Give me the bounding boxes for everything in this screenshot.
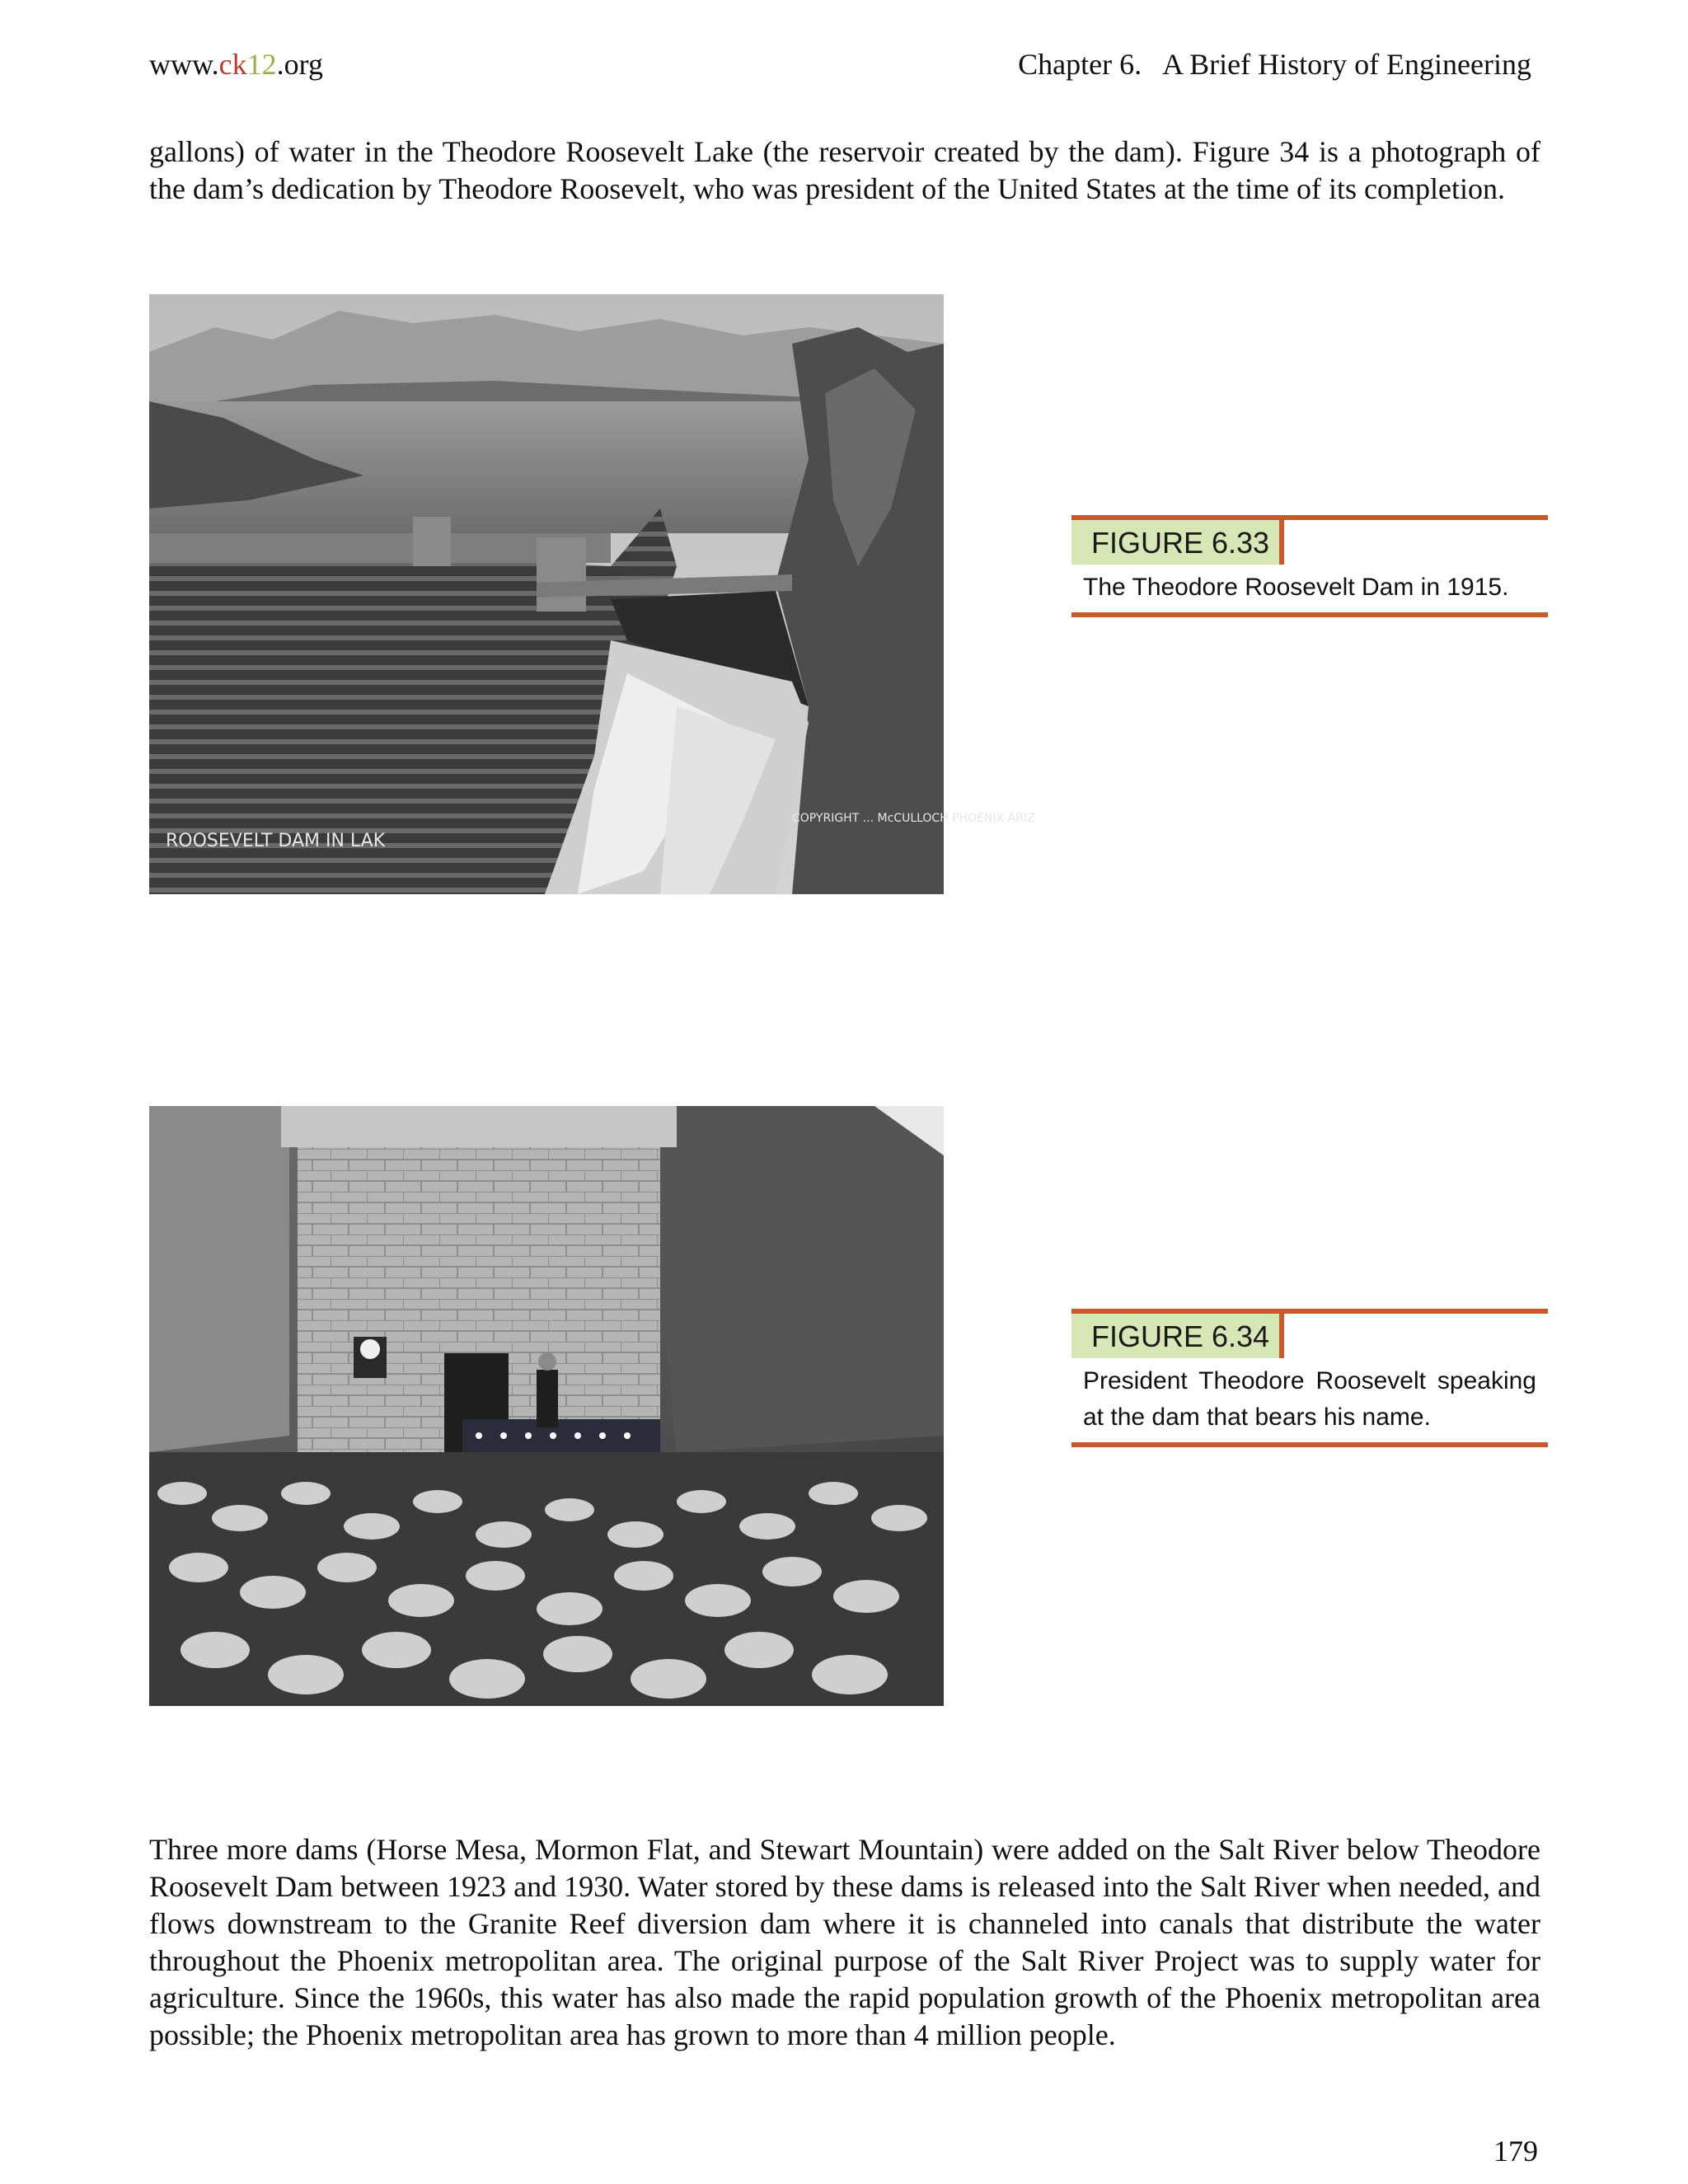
site-suffix: .org [276,48,323,81]
figure-caption-text: The Theodore Roosevelt Dam in 1915. [1083,574,1509,601]
photo-inscription-right: COPYRIGHT ... McCULLOCH PHOENIX ARIZ [792,812,1035,825]
page-number: 179 [1493,2135,1538,2168]
site-ck: ck [218,48,247,81]
photo-inscription-left: ROOSEVELT DAM IN LAK [166,831,386,851]
figure-label: FIGURE 6.34 [1071,1314,1284,1358]
site-prefix: www. [149,48,219,81]
figure-caption-text: President Theodore Roosevelt speaking at the dam that bears his name. [1083,1367,1536,1431]
figure-label: FIGURE 6.33 [1071,520,1284,565]
figure-6-33-caption [1071,515,1548,617]
figure-6-34-caption [1071,1309,1548,1447]
dedication-photo [149,1106,944,1706]
site-url[interactable] [149,46,323,82]
intro-paragraph: gallons) of water in the Theodore Roosevelt Lake (the reservoir created by the dam). Figure 34 is a photograph of the dam’s dedication by Theodore Roosevelt, who was president of the United States at the time of its completion. [149,135,1540,205]
site-12: 12 [246,48,277,81]
dam-photo [149,294,1035,894]
closing-paragraph: Three more dams (Horse Mesa, Mormon Flat, and Stewart Mountain) were added on the Salt River below Theodore Roosevelt Dam between 1923 and 1930. Water stored by these dams is released into the Salt River when needed, and flows downstream to the Granite Reef diversion dam where it is channeled into canals that distribute the water throughout the Phoenix metropolitan area. The original purpose of the Salt River Project was to supply water for agriculture. Since the 1960s, this water has also made the rapid population growth of the Phoenix metropolitan area possible; the Phoenix metropolitan area has grown to more than 4 million people. [149,1833,1540,2051]
chapter-title: Chapter 6. A Brief History of Engineering [1018,48,1531,81]
caption-bottom-rule [1071,612,1548,617]
caption-bottom-rule [1071,1442,1548,1447]
